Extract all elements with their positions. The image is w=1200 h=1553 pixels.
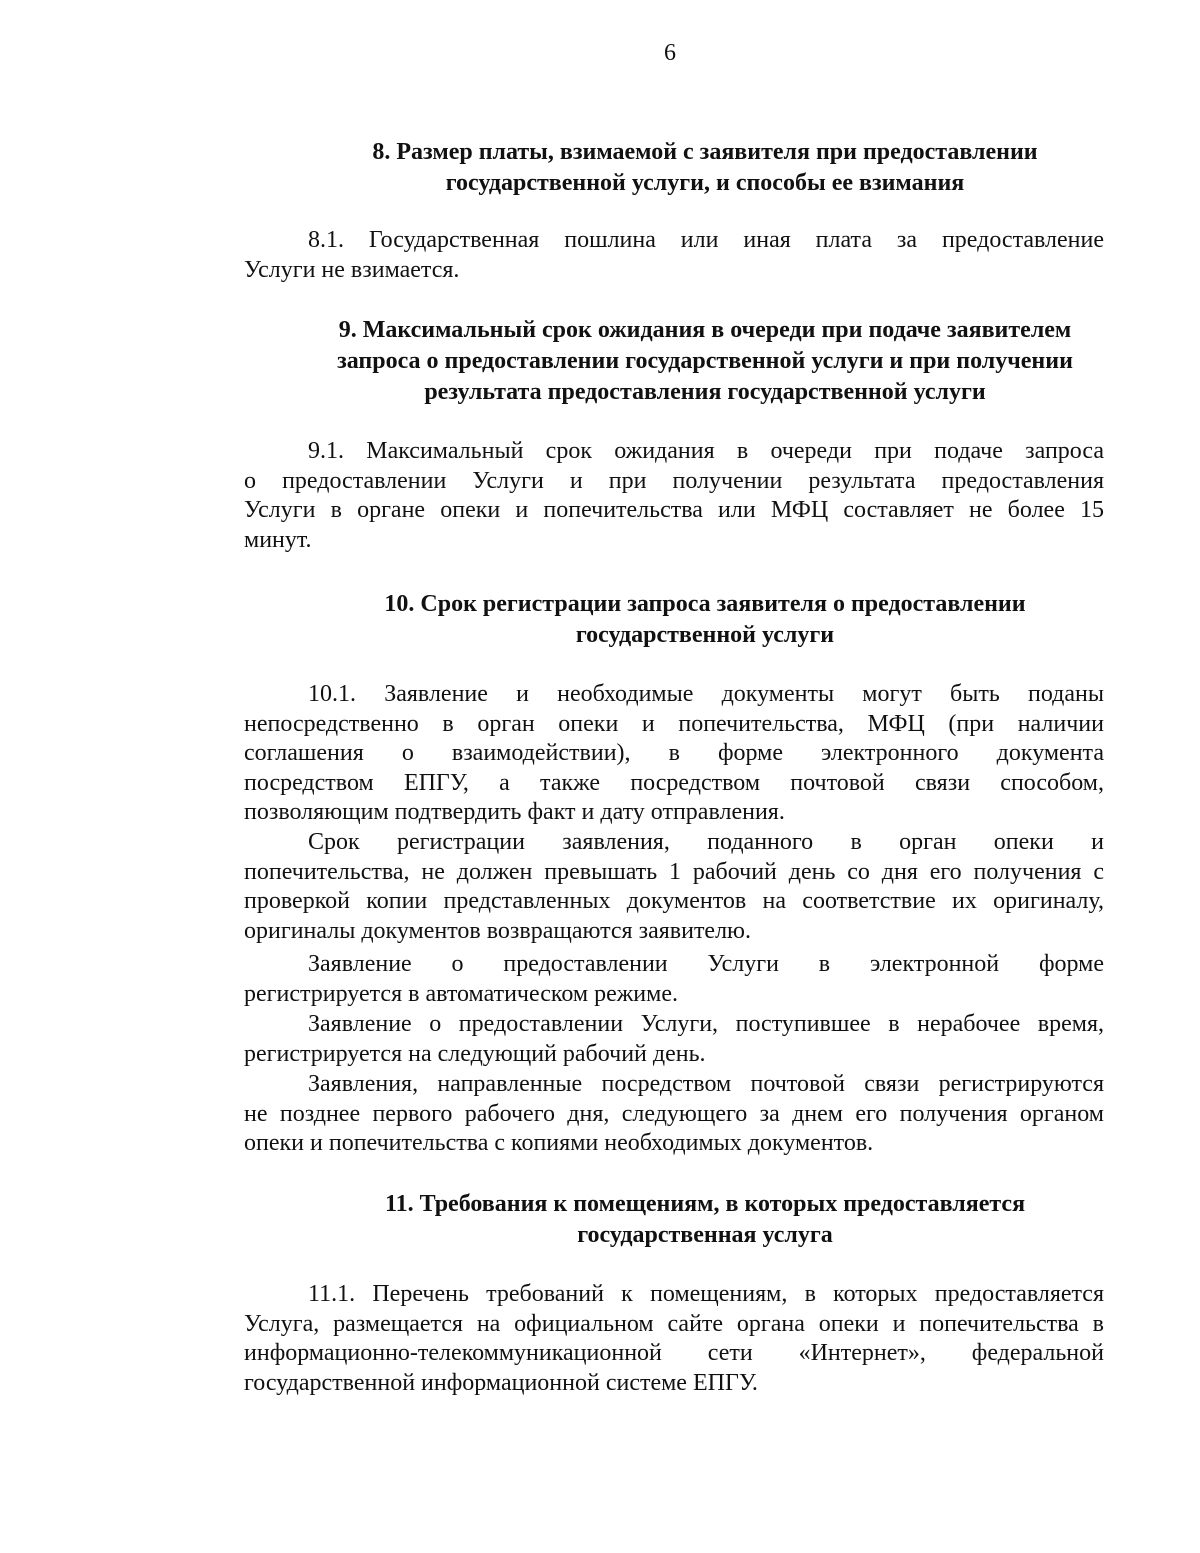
paragraph-line: 11.1. Перечень требований к помещениям, в которых предоставляется — [308, 1281, 1104, 1307]
paragraph-line: регистрируется в автоматическом режиме. — [244, 980, 678, 1007]
paragraph-line: 10.1. Заявление и необходимые документы могут быть поданы — [308, 681, 1104, 707]
paragraph-line: Услуга, размещается на официальном сайте органа опеки и попечительства в — [244, 1310, 1104, 1337]
paragraph-line: непосредственно в орган опеки и попечительства, МФЦ (при наличии — [244, 710, 1104, 737]
heading-line: результата предоставления государственной услуги — [424, 379, 986, 405]
paragraph-10-2 — [244, 828, 1104, 946]
paragraph-line: проверкой копии представленных документов на соответствие их оригиналу, — [244, 888, 1104, 914]
heading-line: 11. Требования к помещениям, в которых предоставляется — [384, 1191, 1026, 1217]
section-11-heading — [200, 1189, 1200, 1251]
paragraph-line: Заявление о предоставлении Услуги в электронной форме — [308, 951, 1104, 977]
paragraph-line: соглашения о взаимодействии), в форме электронного документа — [244, 740, 1104, 766]
heading-line: 8. Размер платы, взимаемой с заявителя при предоставлении — [372, 139, 1038, 165]
paragraph-line: Заявление о предоставлении Услуги, поступившее в нерабочее время, — [308, 1011, 1104, 1037]
paragraph-line: о предоставлении Услуги и при получении результата предоставления — [244, 467, 1104, 494]
paragraph-line: оригиналы документов возвращаются заявителю. — [244, 917, 751, 944]
heading-line: государственная услуга — [577, 1222, 833, 1248]
heading-line: 9. Максимальный срок ожидания в очереди при подаче заявителем — [338, 317, 1072, 343]
paragraph-line: минут. — [244, 526, 312, 553]
paragraph-line: Услуги не взимается. — [244, 256, 460, 283]
heading-line: 10. Срок регистрации запроса заявителя о предоставлении — [384, 591, 1026, 617]
heading-line: государственной услуги — [575, 622, 835, 648]
paragraph-line: Срок регистрации заявления, поданного в орган опеки и — [308, 829, 1104, 855]
paragraph-line: 9.1. Максимальный срок ожидания в очереди при подаче запроса — [308, 438, 1104, 464]
paragraph-line: Услуги в органе опеки и попечительства или МФЦ составляет не более 15 — [244, 497, 1104, 523]
paragraph-line: не позднее первого рабочего дня, следующего за днем его получения органом — [244, 1100, 1104, 1127]
paragraph-10-3 — [244, 950, 1104, 1009]
section-10-heading — [200, 589, 1200, 651]
paragraph-line: опеки и попечительства с копиями необходимых документов. — [244, 1130, 874, 1156]
section-9-heading — [200, 315, 1200, 408]
paragraph-line: позволяющим подтвердить факт и дату отправления. — [244, 799, 785, 825]
paragraph-line: 8.1. Государственная пошлина или иная плата за предоставление — [308, 227, 1104, 253]
paragraph-line: регистрируется на следующий рабочий день. — [244, 1040, 706, 1067]
paragraph-10-5 — [244, 1070, 1104, 1159]
paragraph-line: Заявления, направленные посредством почтовой связи регистрируются — [308, 1071, 1104, 1097]
paragraph-8-1 — [244, 226, 1104, 285]
heading-line: запроса о предоставлении государственной услуги и при получении — [337, 348, 1073, 374]
heading-line: государственной услуги, и способы ее взимания — [445, 170, 965, 196]
paragraph-11-1 — [244, 1280, 1104, 1398]
page-number: 6 — [664, 40, 676, 66]
paragraph-line: государственной информационной системе ЕПГУ. — [244, 1369, 758, 1396]
paragraph-line: посредством ЕПГУ, а также посредством почтовой связи способом, — [244, 769, 1104, 796]
paragraph-line: попечительства, не должен превышать 1 рабочий день со дня его получения с — [244, 858, 1104, 885]
paragraph-line: информационно-телекоммуникационной сети «Интернет», федеральной — [244, 1340, 1104, 1366]
paragraph-10-4 — [244, 1010, 1104, 1069]
section-8-heading — [200, 137, 1200, 199]
paragraph-10-1 — [244, 680, 1104, 828]
paragraph-9-1 — [244, 437, 1104, 555]
